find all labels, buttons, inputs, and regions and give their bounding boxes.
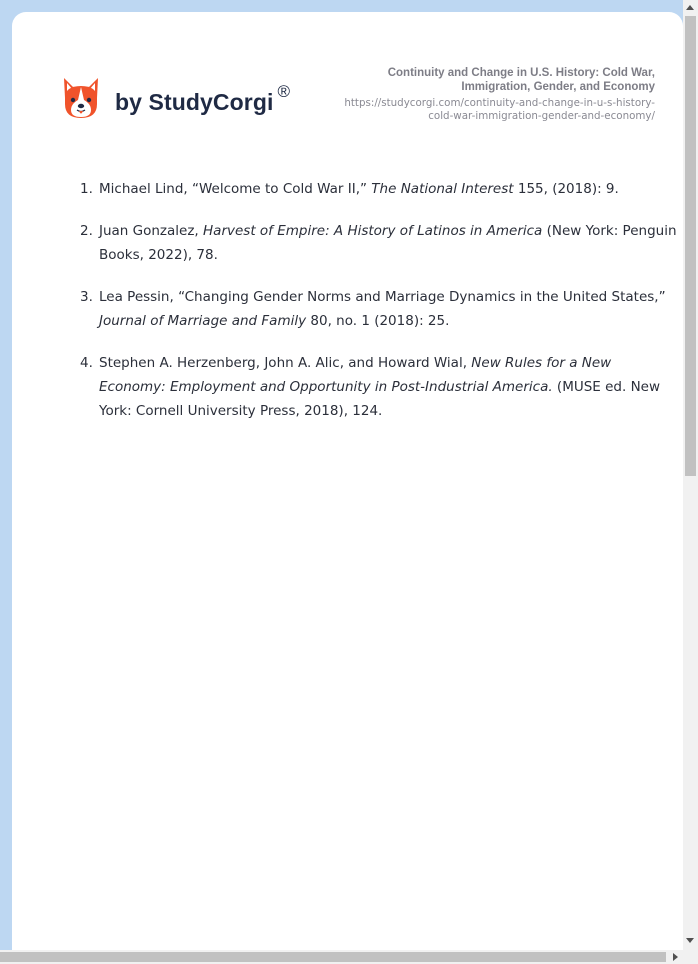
reference-source-title: Journal of Marriage and Family bbox=[99, 313, 307, 329]
reference-item bbox=[99, 351, 681, 423]
reference-details: 80, no. 1 (2018): 25. bbox=[306, 313, 450, 329]
vertical-scrollbar[interactable] bbox=[683, 0, 698, 964]
reference-source-title: The National Interest bbox=[371, 181, 514, 197]
arrow-right-icon[interactable] bbox=[673, 953, 678, 961]
document-title: Continuity and Change in U.S. History: Cold War, Immigration, Gender, and Economy bbox=[387, 67, 655, 93]
studycorgi-logo[interactable] bbox=[61, 76, 290, 120]
reference-details: 155, (2018): 9. bbox=[513, 181, 619, 197]
reference-item bbox=[99, 219, 681, 267]
reference-text: Juan Gonzalez, bbox=[99, 223, 204, 239]
document-url-link[interactable]: https://studycorgi.com/continuity-and-change-in-u-s-history-cold-war-immigration-gender-and-economy/ bbox=[344, 97, 655, 122]
arrow-up-icon[interactable] bbox=[686, 5, 694, 10]
reference-item bbox=[99, 177, 681, 201]
arrow-down-icon[interactable] bbox=[686, 938, 694, 943]
reference-text: Michael Lind, “Welcome to Cold War II,” bbox=[99, 181, 372, 197]
horizontal-scrollbar[interactable] bbox=[0, 950, 683, 964]
horizontal-scroll-thumb[interactable] bbox=[0, 952, 666, 962]
reference-details: (MUSE ed. New York: Cornell University Press, 2018), 124. bbox=[99, 379, 661, 419]
reference-list bbox=[61, 177, 681, 441]
reference-item bbox=[99, 285, 681, 333]
document-page bbox=[12, 12, 683, 950]
reference-source-title: Harvest of Empire: A History of Latinos in America bbox=[203, 223, 543, 239]
reference-source-title: New Rules for a New Economy: Employment and Opportunity in Post-Industrial America. bbox=[99, 355, 612, 395]
registered-mark: ® bbox=[277, 82, 291, 101]
vertical-scroll-thumb[interactable] bbox=[685, 16, 696, 476]
reference-details: (New York: Penguin Books, 2022), 78. bbox=[99, 223, 677, 263]
corgi-head-icon bbox=[61, 76, 101, 120]
reference-text: Stephen A. Herzenberg, John A. Alic, and Howard Wial, bbox=[99, 355, 472, 371]
logo-text: by StudyCorgi bbox=[115, 88, 274, 115]
reference-text: Lea Pessin, “Changing Gender Norms and Marriage Dynamics in the United States,” bbox=[99, 289, 666, 305]
